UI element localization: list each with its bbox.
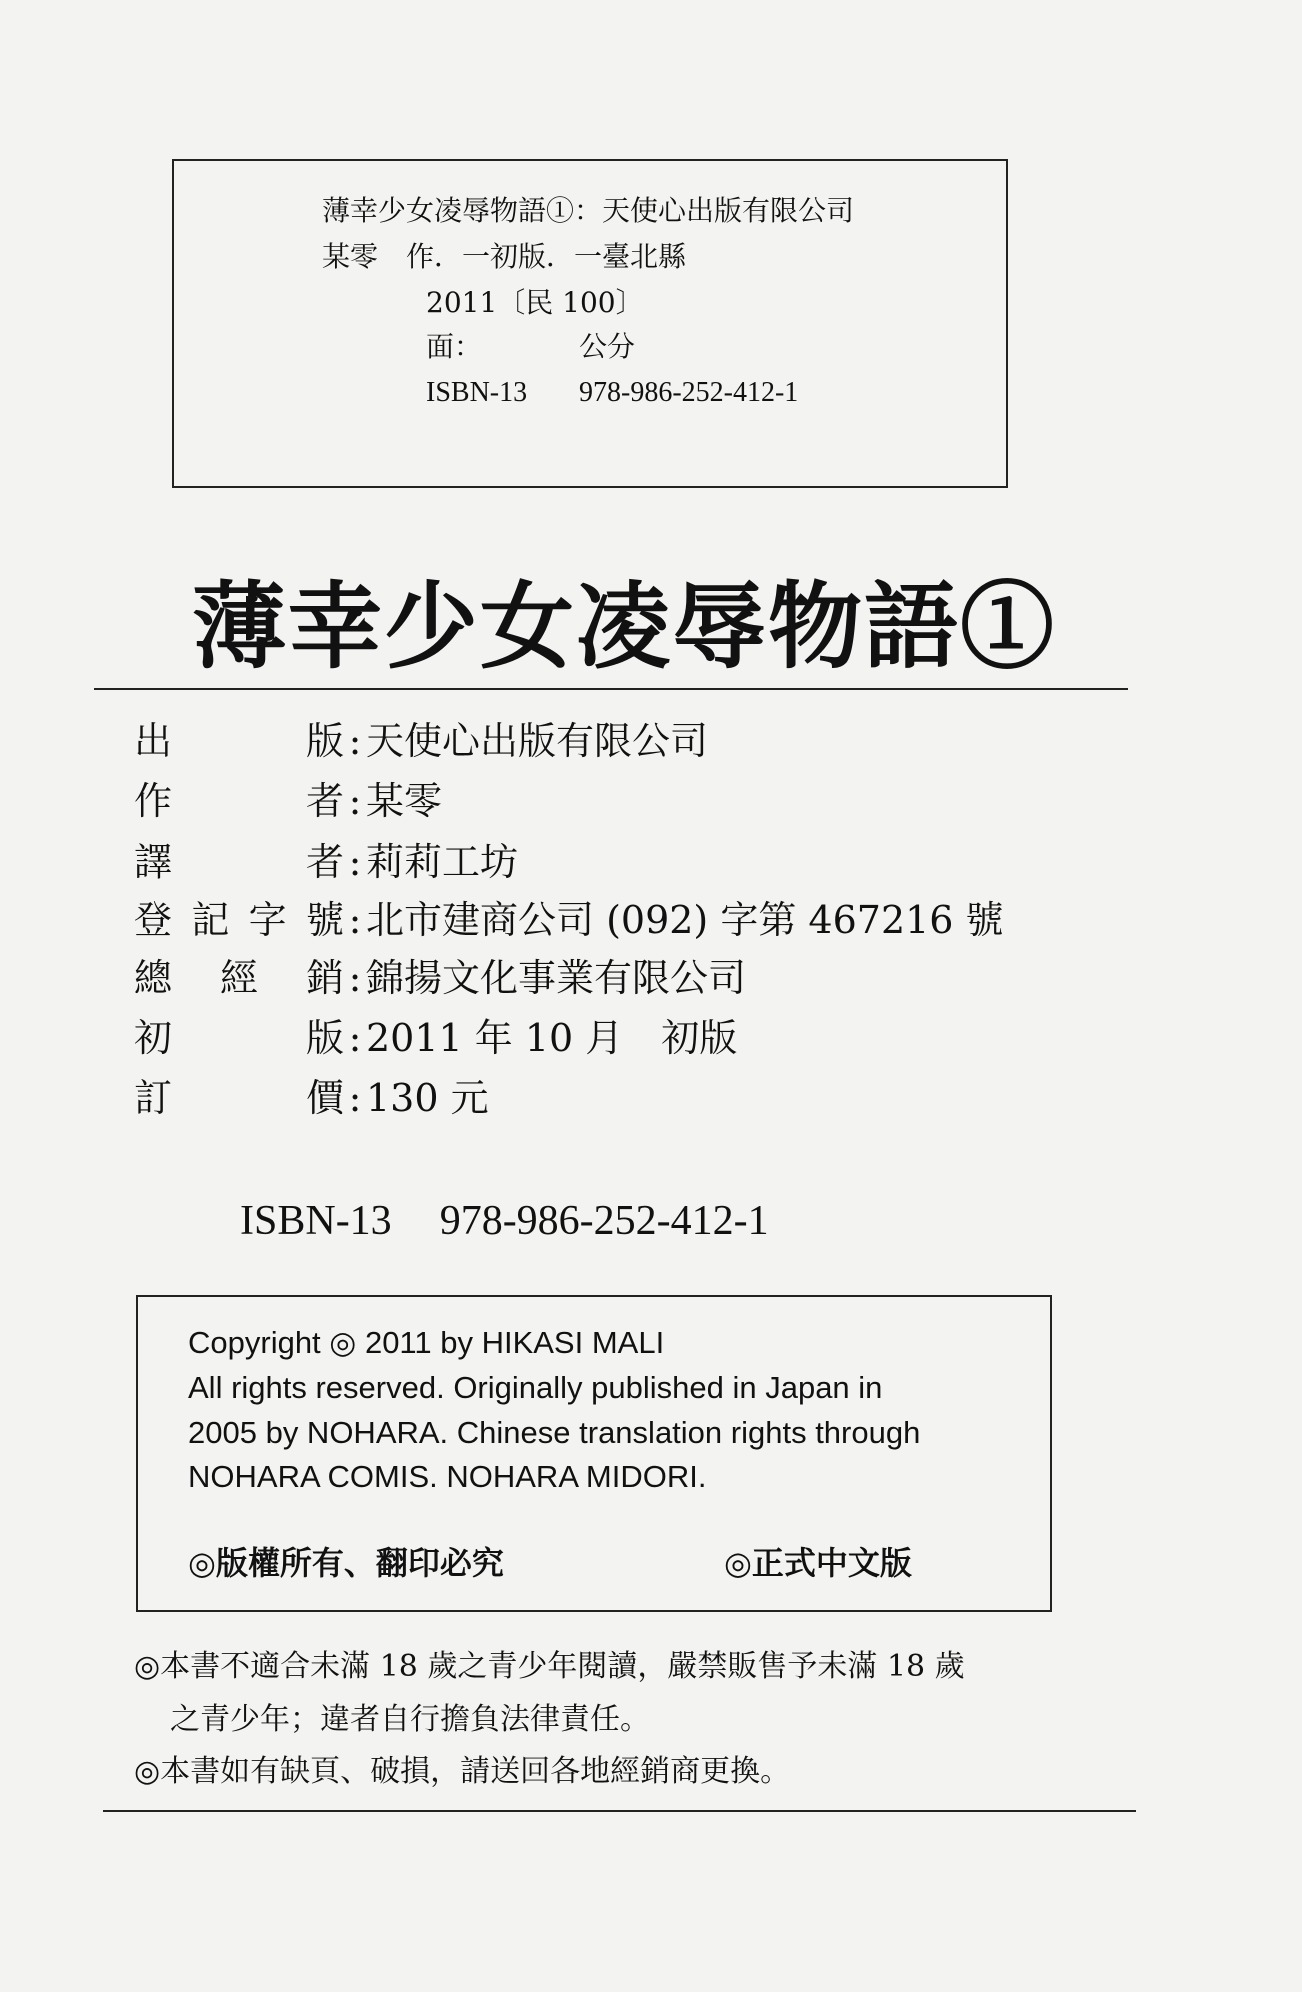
info-row-price xyxy=(134,1076,489,1120)
bottom-divider xyxy=(103,1810,1136,1812)
info-label: 總經銷 xyxy=(134,956,344,1000)
copyright-line: Copyright ◎ 2011 by HIKASI MALI xyxy=(188,1325,665,1360)
cip-isbn-label: ISBN-13 xyxy=(426,377,528,408)
info-colon: : xyxy=(348,779,362,823)
info-label: 出版 xyxy=(134,719,344,763)
info-value: 某零 xyxy=(366,779,443,823)
info-value: 莉莉工坊 xyxy=(366,840,519,884)
info-value: 2011 年 10 月 初版 xyxy=(366,1016,738,1060)
info-colon: : xyxy=(348,898,362,942)
isbn-line xyxy=(240,1200,769,1242)
info-colon: : xyxy=(348,956,362,1000)
age-restriction-notice-continued: 之青少年；違者自行擔負法律責任。 xyxy=(170,1702,650,1737)
info-row-registration xyxy=(134,898,1004,942)
info-colon: : xyxy=(348,1016,362,1060)
info-colon: : xyxy=(348,719,362,763)
copyright-box xyxy=(136,1295,1052,1612)
info-value: 錦揚文化事業有限公司 xyxy=(366,956,747,1000)
book-title: 薄幸少女凌辱物語① xyxy=(192,572,1057,682)
defect-exchange-notice: ◎本書如有缺頁、破損，請送回各地經銷商更換。 xyxy=(134,1754,791,1789)
info-label: 訂價 xyxy=(134,1076,344,1120)
info-row-publisher xyxy=(134,719,709,763)
cip-title-line: 薄幸少女凌辱物語①：天使心出版有限公司 xyxy=(322,194,855,227)
cip-box xyxy=(172,159,1008,488)
cip-isbn-value: 978-986-252-412-1 xyxy=(579,377,799,408)
info-label: 初版 xyxy=(134,1016,344,1060)
age-restriction-notice: ◎本書不適合未滿 18 歲之青少年閱讀，嚴禁販售予未滿 18 歲 xyxy=(134,1649,965,1684)
info-label: 作者 xyxy=(134,779,344,823)
info-colon: : xyxy=(348,840,362,884)
rights-reserved-notice: ◎版權所有、翻印必究 xyxy=(188,1545,504,1581)
info-row-distributor xyxy=(134,956,747,1000)
info-value: 北市建商公司 (092) 字第 467216 號 xyxy=(366,898,1004,942)
info-colon: : xyxy=(348,1076,362,1120)
copyright-line: All rights reserved. Originally published in Japan in xyxy=(188,1370,883,1405)
info-value: 130 元 xyxy=(366,1076,489,1120)
official-edition-notice: ◎正式中文版 xyxy=(724,1545,912,1581)
isbn-value: 978-986-252-412-1 xyxy=(439,1198,769,1244)
cip-size-label: 公分 xyxy=(579,330,636,363)
copyright-line: NOHARA COMIS. NOHARA MIDORI. xyxy=(188,1459,707,1494)
cip-year-line: 2011〔民 100〕 xyxy=(426,286,644,319)
info-row-translator xyxy=(134,840,519,884)
copyright-line: 2005 by NOHARA. Chinese translation rights through xyxy=(188,1415,921,1450)
info-label: 登記字號 xyxy=(134,898,344,942)
isbn-label: ISBN-13 xyxy=(240,1198,392,1244)
info-row-first-edition xyxy=(134,1016,738,1060)
cip-pages-label: 面： xyxy=(426,330,483,363)
info-label: 譯者 xyxy=(134,840,344,884)
info-row-author xyxy=(134,779,443,823)
cip-author-line: 某零 作．一初版．一臺北縣 xyxy=(322,240,687,273)
title-divider xyxy=(94,688,1128,690)
info-value: 天使心出版有限公司 xyxy=(366,719,709,763)
